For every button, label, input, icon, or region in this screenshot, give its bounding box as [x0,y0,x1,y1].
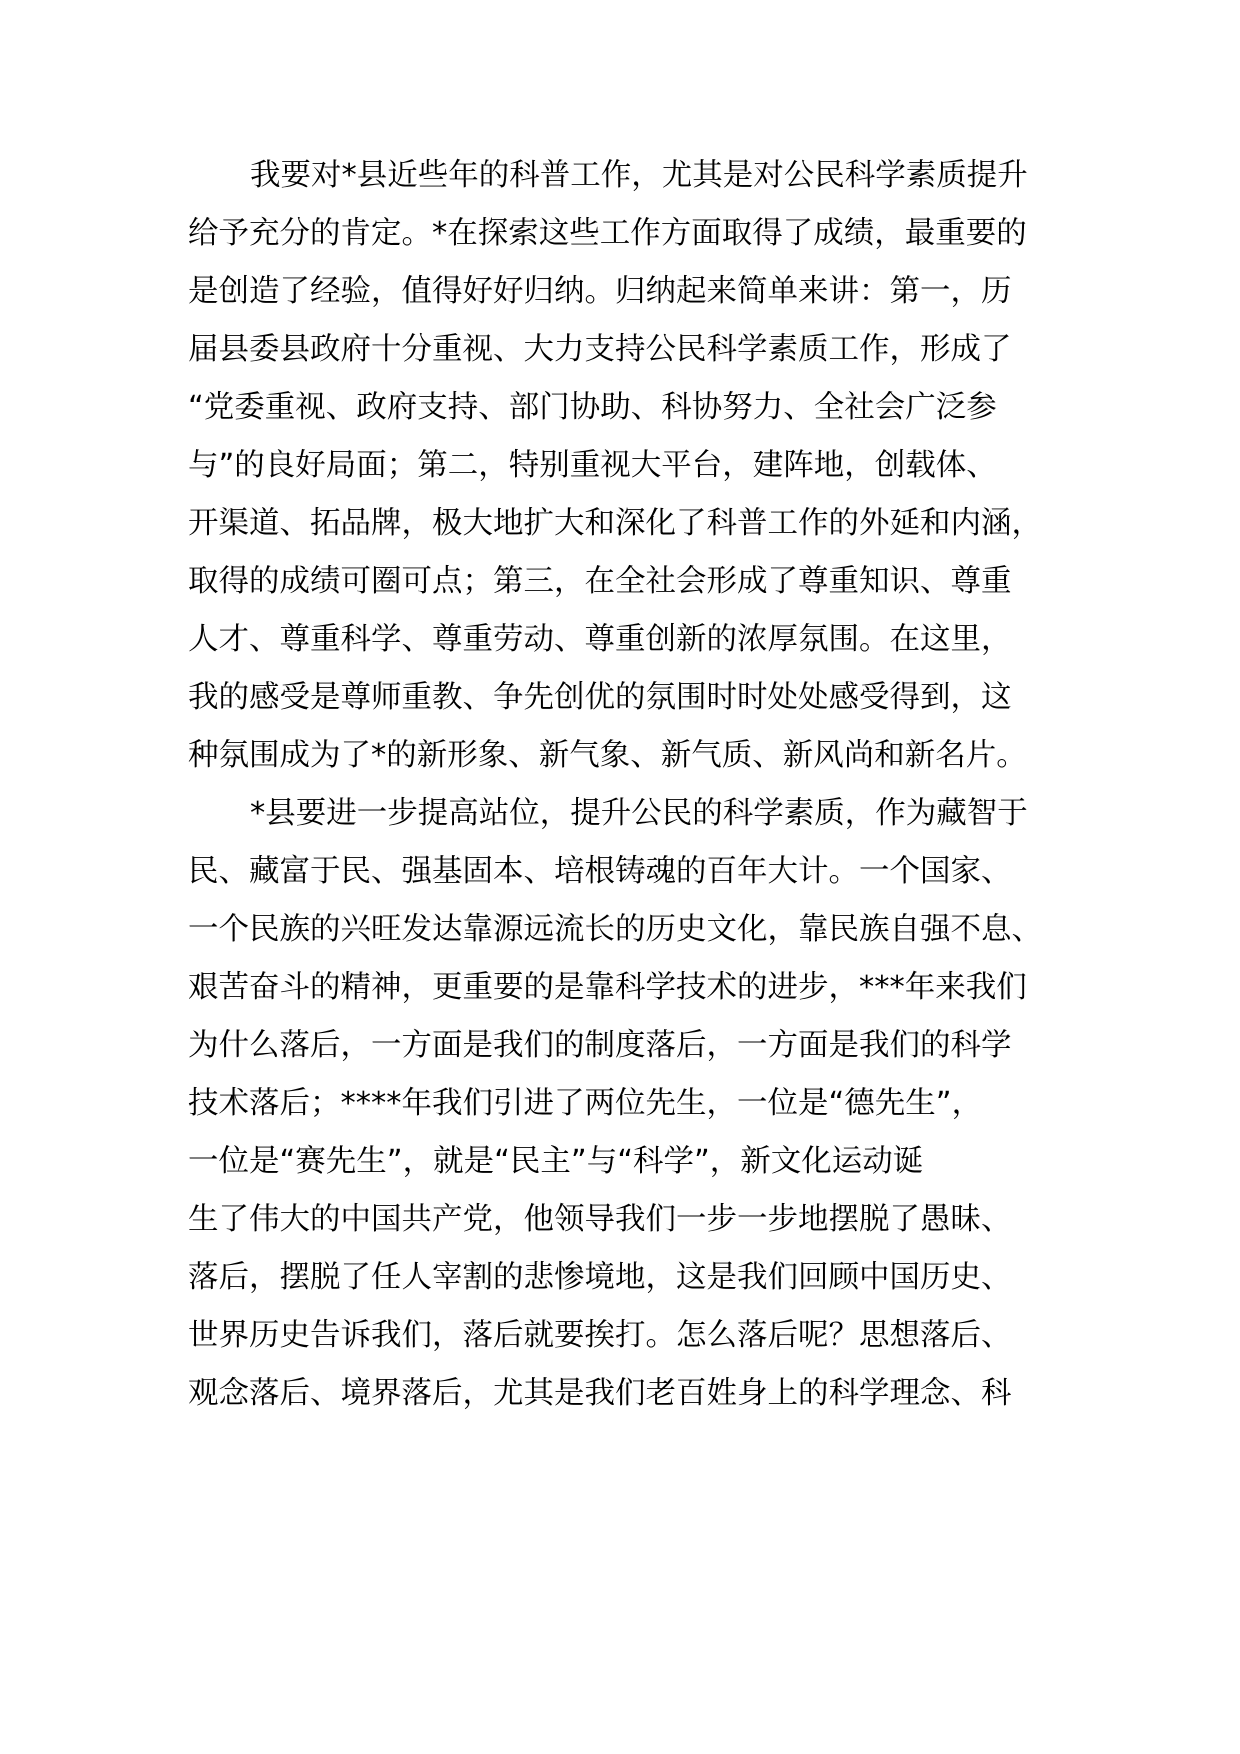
text-line: 为什么落后，一方面是我们的制度落后，一方面是我们的科学 [188,1028,1012,1063]
text-line: 人才、尊重科学、尊重劳动、尊重创新的浓厚氛围。在这里， [188,622,1012,657]
text-line: 落后，摆脱了任人宰割的悲惨境地，这是我们回顾中国历史、 [188,1260,1012,1295]
text-line: 种氛围成为了*的新形象、新气象、新气质、新风尚和新名片。 [188,738,1027,773]
text-line: 届县委县政府十分重视、大力支持公民科学素质工作，形成了 [188,332,1012,367]
text-line: 我要对*县近些年的科普工作，尤其是对公民科学素质提升 [250,158,1028,193]
text-line: 取得的成绩可圈可点；第三，在全社会形成了尊重知识、尊重 [188,564,1012,599]
text-line: 一个民族的兴旺发达靠源远流长的历史文化，靠民族自强不息、 [188,912,1042,947]
text-line: 世界历史告诉我们，落后就要挨打。怎么落后呢？思想落后、 [188,1318,1012,1353]
text-line: 生了伟大的中国共产党，他领导我们一步一步地摆脱了愚昧、 [188,1202,1012,1237]
text-line: 技术落后；****年我们引进了两位先生，一位是“德先生”， [188,1086,983,1121]
text-line: 开渠道、拓品牌，极大地扩大和深化了科普工作的外延和内涵， [188,506,1042,541]
text-line: 民、藏富于民、强基固本、培根铸魂的百年大计。一个国家、 [188,854,1012,889]
text-line: 是创造了经验，值得好好归纳。归纳起来简单来讲：第一，历 [188,274,1012,309]
text-line: 一位是“赛先生”，就是“民主”与“科学”，新文化运动诞 [188,1144,924,1179]
text-line: 观念落后、境界落后，尤其是我们老百姓身上的科学理念、科 [188,1376,1012,1411]
text-line: 给予充分的肯定。*在探索这些工作方面取得了成绩，最重要的 [188,216,1027,251]
text-line: 与”的良好局面；第二，特别重视大平台，建阵地，创载体、 [188,448,997,483]
text-line: 我的感受是尊师重教、争先创优的氛围时时处处感受得到，这 [188,680,1012,715]
text-line: *县要进一步提高站位，提升公民的科学素质，作为藏智于 [250,796,1028,831]
text-line: 艰苦奋斗的精神，更重要的是靠科学技术的进步，***年来我们 [188,970,1027,1005]
text-line: “党委重视、政府支持、部门协助、科协努力、全社会广泛参 [188,390,997,425]
